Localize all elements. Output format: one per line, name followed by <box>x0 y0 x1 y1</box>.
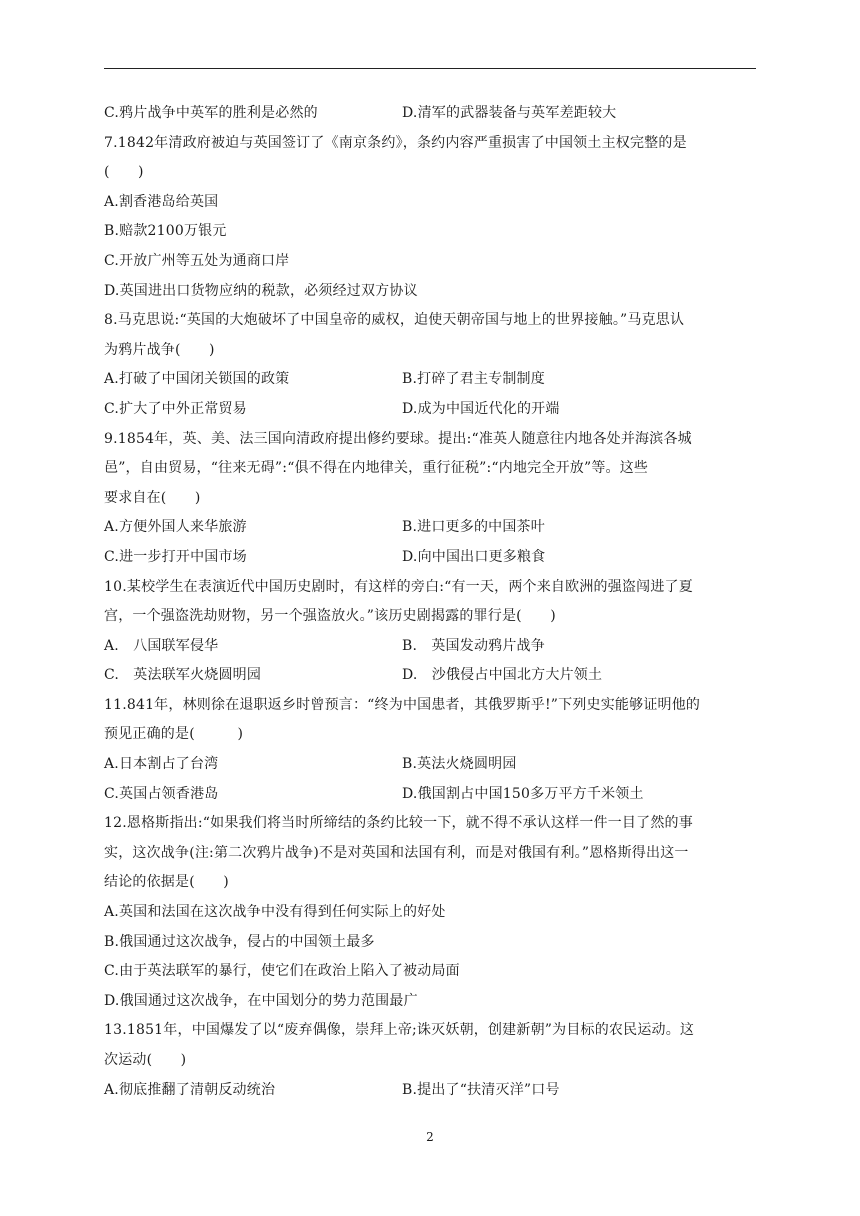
option-left: C.鸦片战争中英军的胜利是必然的 <box>104 105 318 121</box>
text-line: 13.1851年，中国爆发了以“废弃偶像，崇拜上帝;诛灭妖朝，创建新朝”为目标的农民运动。这 <box>104 1022 695 1039</box>
page-number: 2 <box>426 1130 434 1144</box>
text-line: 结论的依据是( ) <box>104 874 229 891</box>
text-line: 实，这次战争(注:第二次鸦片战争)不是对英国和法国有利，而是对俄国有利。”恩格斯得出这一 <box>104 844 689 861</box>
text-line: ( ) <box>104 164 144 181</box>
text-line: 预见正确的是( ) <box>104 726 244 743</box>
text-line: 12.恩格斯指出:“如果我们将当时所缔结的条约比较一下，就不得不承认这样一件一目了然的事 <box>104 815 693 832</box>
option-row <box>104 543 764 573</box>
option-right: B.提出了“扶清灭洋”口号 <box>402 1081 560 1098</box>
text-line: B.俄国通过这次战争，侵占的中国领土最多 <box>104 933 375 950</box>
option-left: C.英国占领香港岛 <box>104 785 219 802</box>
text-line: C.开放广州等五处为通商口岸 <box>104 252 290 269</box>
option-left: A.打破了中国闭关锁国的政策 <box>104 371 290 388</box>
option-right: D.成为中国近代化的开端 <box>402 400 560 417</box>
option-right: D.清军的武器装备与英军差距较大 <box>402 105 617 121</box>
option-left: A.彻底推翻了清朝反动统治 <box>104 1081 276 1098</box>
text-line: B.赔款2100万银元 <box>104 223 227 240</box>
text-line: 11.841年，林则徐在退职返乡时曾预言：“终为中国患者，其俄罗斯乎!”下列史实能够证明他的 <box>104 696 701 713</box>
option-right: B.进口更多的中国茶叶 <box>402 519 545 536</box>
option-left: C.进一步打开中国市场 <box>104 548 247 565</box>
text-line: 9.1854年，英、美、法三国向清政府提出修约要球。提出:“准英人随意往内地各处并海滨各城 <box>104 430 692 447</box>
text-line: 宫，一个强盗洗劫财物，另一个强盗放火。”该历史剧揭露的罪行是( ) <box>104 608 556 625</box>
text-line: 10.某校学生在表演近代中国历史剧时，有这样的旁白:“有一天，两个来自欧洲的强盗闯进了夏 <box>104 578 693 595</box>
option-left: C.扩大了中外正常贸易 <box>104 400 247 417</box>
option-left: C. 英法联军火烧圆明园 <box>104 667 262 684</box>
option-row <box>104 750 764 780</box>
option-right: D.向中国出口更多粮食 <box>402 548 546 565</box>
text-line: 8.马克思说:“英国的大炮破坏了中国皇帝的威权，迫使天朝帝国与地上的世界接触。”马克思认 <box>104 312 685 329</box>
option-left: A.日本割占了台湾 <box>104 756 219 773</box>
text-line: 邑”，自由贸易，“往来无碍”:“俱不得在内地律关，重行征税”:“内地完全开放”等。这些 <box>104 460 649 477</box>
header-rule <box>104 68 756 69</box>
text-line: 次运动( ) <box>104 1052 187 1068</box>
text-line: A.英国和法国在这次战争中没有得到任何实际上的好处 <box>104 904 446 921</box>
text-line: D.英国进出口货物应纳的税款，必须经过双方协议 <box>104 282 418 299</box>
option-right: B.打碎了君主专制制度 <box>402 371 545 388</box>
option-row <box>104 99 764 129</box>
text-line: 7.1842年清政府被迫与英国签订了《南京条约》，条约内容严重损害了中国领土主权完整的是 <box>104 134 687 151</box>
option-row <box>104 661 764 691</box>
text-line: 为鸦片战争( ) <box>104 341 215 358</box>
option-row <box>104 632 764 662</box>
option-right: D. 沙俄侵占中国北方大片领土 <box>402 667 603 684</box>
option-right: D.俄国割占中国150多万平方千米领土 <box>402 785 644 802</box>
option-row <box>104 365 764 395</box>
question-page <box>104 99 764 1105</box>
option-row <box>104 513 764 543</box>
option-left: A.方便外国人来华旅游 <box>104 519 247 536</box>
option-right: B.英法火烧圆明园 <box>402 756 517 773</box>
option-row <box>104 1076 764 1106</box>
text-line: 要求自在( ) <box>104 489 201 506</box>
text-line: A.割香港岛给英国 <box>104 193 219 210</box>
option-right: B. 英国发动鸦片战争 <box>402 637 545 654</box>
option-row <box>104 780 764 810</box>
text-line: C.由于英法联军的暴行，使它们在政治上陷入了被动局面 <box>104 963 460 980</box>
text-line: D.俄国通过这次战争，在中国划分的势力范围最广 <box>104 992 418 1009</box>
option-row <box>104 395 764 425</box>
option-left: A. 八国联军侵华 <box>104 637 219 654</box>
